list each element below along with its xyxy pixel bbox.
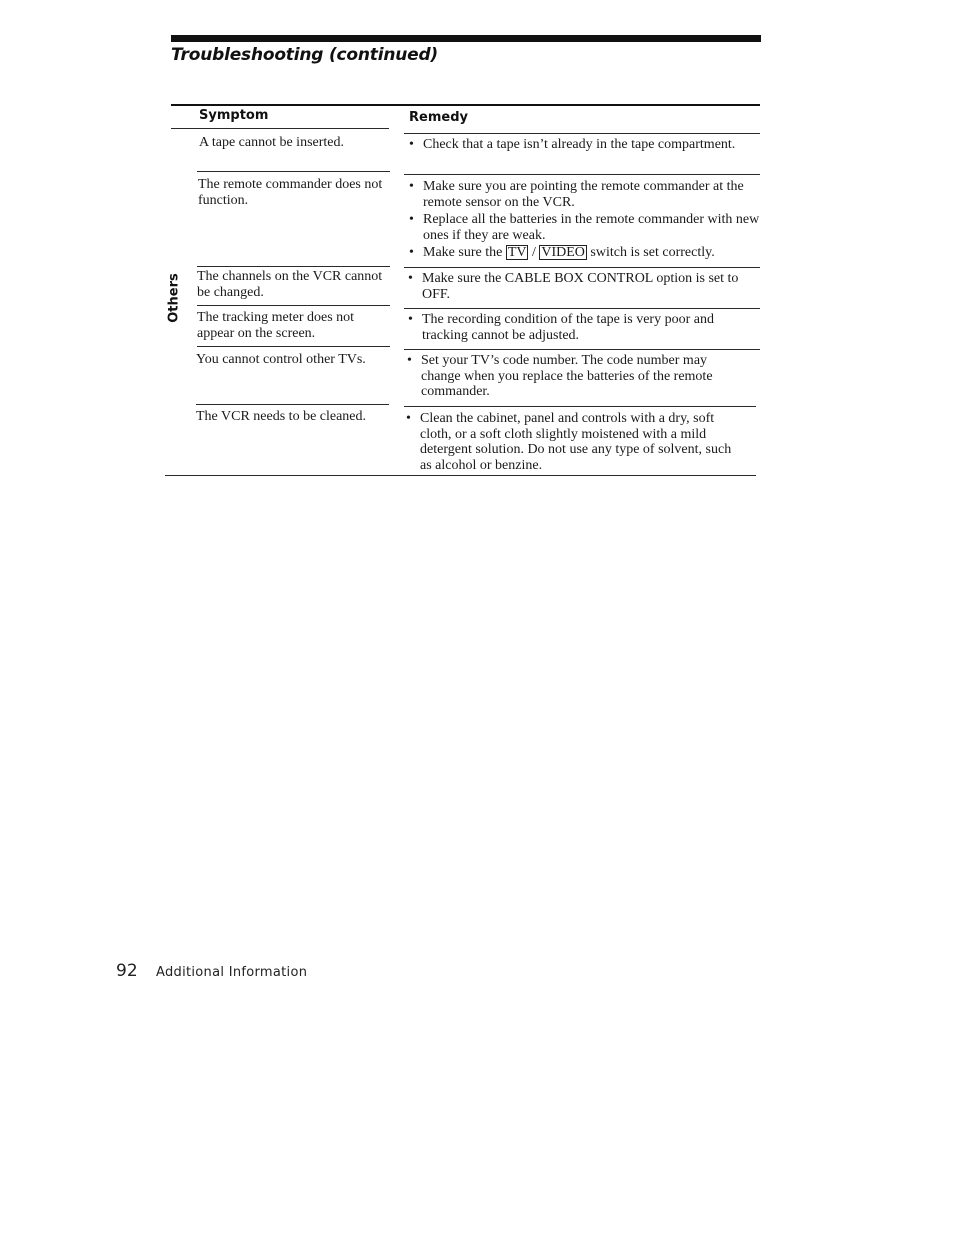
remedy-text: Make sure the: [423, 245, 503, 260]
row-divider: [197, 346, 390, 347]
remedy-item: • Replace all the batteries in the remote commander with new ones if they are weak.: [409, 212, 760, 243]
symptom-cell: The tracking meter does not appear on the screen.: [197, 310, 355, 341]
tv-key-label: TV: [507, 245, 527, 260]
symptom-cell: You cannot control other TVs.: [196, 352, 366, 367]
remedy-item: • Make sure the CABLE BOX CONTROL option is set to OFF.: [408, 271, 753, 302]
remedy-list: [408, 312, 753, 345]
remedy-list: [409, 179, 760, 263]
remedy-item: • The recording condition of the tape is very poor and tracking cannot be adjusted.: [408, 312, 753, 343]
symptom-cell: The VCR needs to be cleaned.: [196, 409, 367, 424]
section-name: Additional Information: [156, 965, 308, 980]
remedy-text: switch is set correctly.: [590, 245, 715, 260]
row-divider: [404, 349, 760, 350]
row-divider: [404, 267, 760, 268]
key-separator: /: [531, 245, 536, 260]
remedy-item: • Make sure you are pointing the remote commander at the remote sensor on the VCR.: [409, 179, 760, 210]
remedy-item-switch: [409, 245, 760, 261]
remedy-item: • Check that a tape isn’t already in the tape compartment.: [409, 137, 754, 153]
symptom-cell: The remote commander does not function.: [198, 177, 383, 208]
symptom-cell: The channels on the VCR cannot be changed.: [197, 269, 383, 300]
remedy-item: • Clean the cabinet, panel and controls with a dry, soft cloth, or a soft cloth slightly moistened with a mild detergent solution. Do not use any type of solvent, such as alcohol or benzine.: [406, 411, 746, 473]
remedy-item: • Set your TV’s code number. The code number may change when you replace the batteries of the remote commander.: [407, 353, 747, 400]
table-header-rule-symptom: [171, 128, 389, 129]
section-side-tab: [164, 272, 184, 324]
table-bottom-rule: [165, 475, 756, 476]
row-divider: [197, 305, 390, 306]
row-divider: [404, 406, 756, 407]
row-divider: [404, 174, 760, 175]
row-divider: [404, 308, 760, 309]
symptom-cell: A tape cannot be inserted.: [199, 135, 345, 150]
header-bar: [171, 35, 761, 42]
table-top-rule: [171, 104, 760, 106]
row-divider: [197, 171, 390, 172]
remedy-list: [407, 353, 747, 402]
page-title: Troubleshooting (continued): [171, 45, 438, 65]
row-divider: [196, 404, 389, 405]
video-key-label: VIDEO: [541, 245, 585, 260]
page-number: 92: [116, 961, 138, 981]
remedy-list: [406, 411, 746, 475]
remedy-list: [408, 271, 753, 304]
table-header-rule-remedy: [404, 133, 760, 134]
column-header-symptom: Symptom: [199, 108, 269, 123]
row-divider: [197, 266, 390, 267]
section-side-tab-label: Others: [166, 273, 182, 323]
remedy-list: [409, 137, 754, 155]
column-header-remedy: Remedy: [409, 110, 468, 125]
